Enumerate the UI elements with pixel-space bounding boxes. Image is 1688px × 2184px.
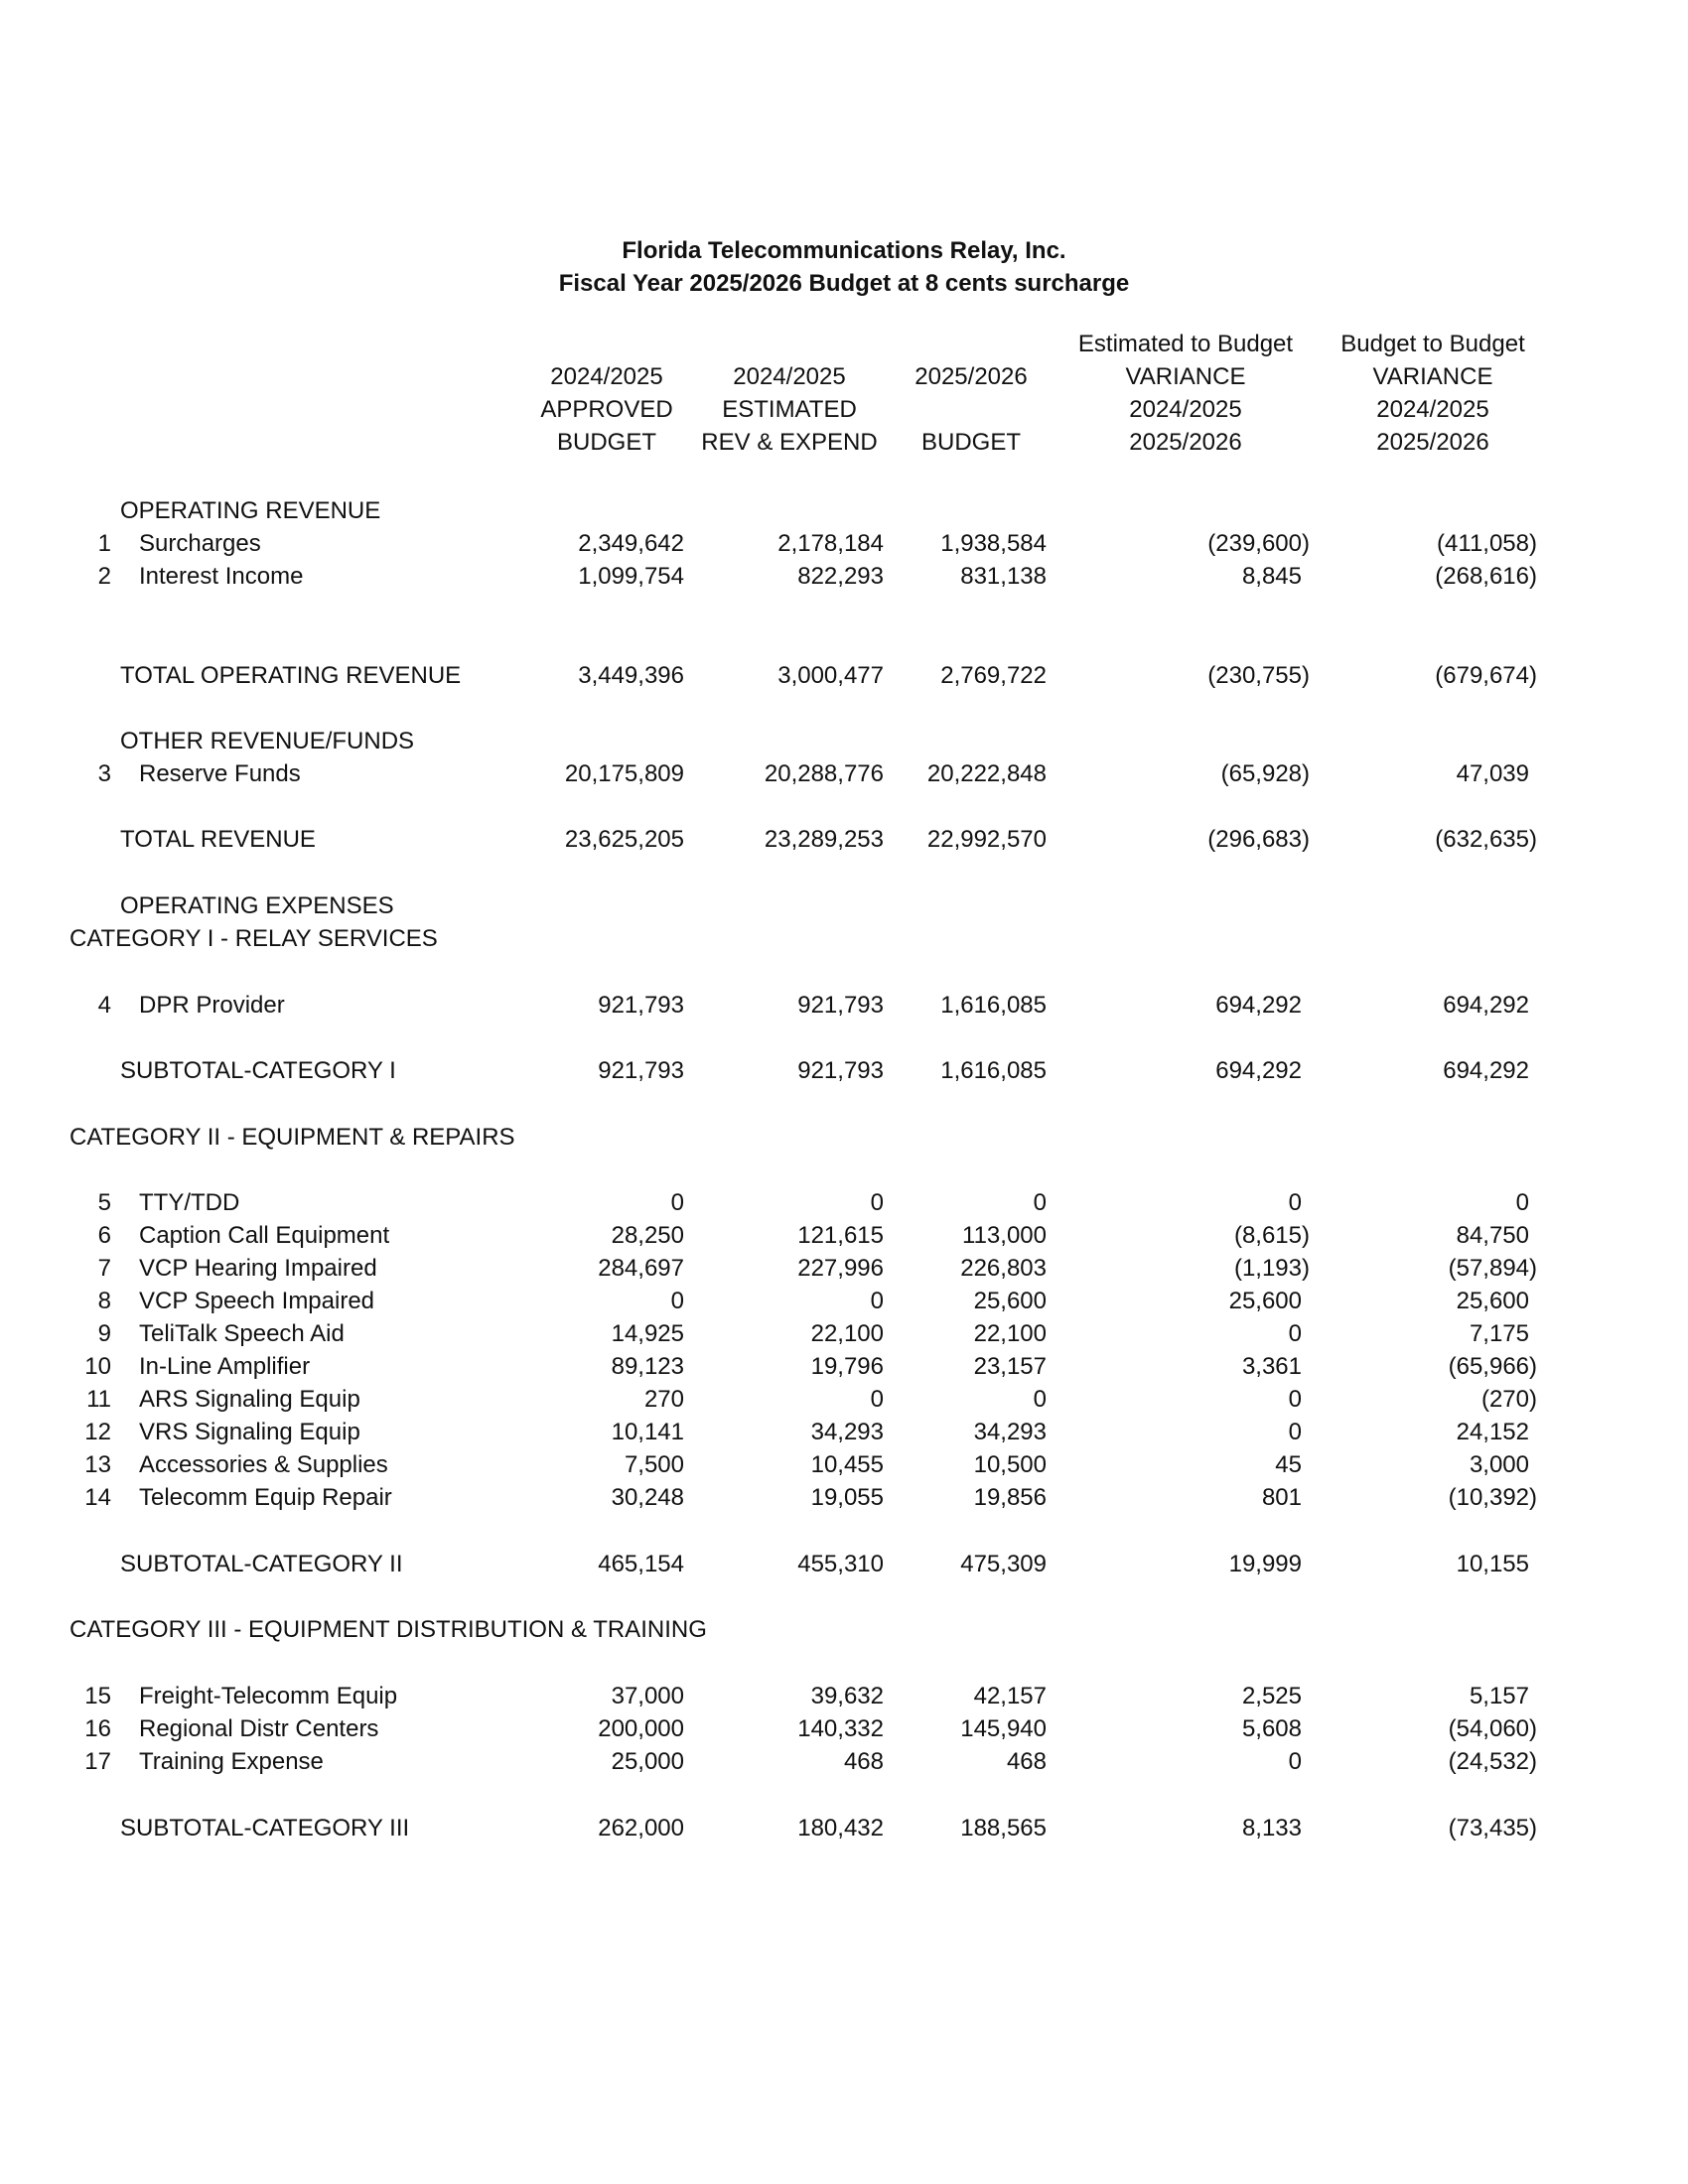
line-number: 9 — [97, 1320, 111, 1347]
cell-value: 2,349,642 — [578, 530, 684, 557]
cell-value: 188,565 — [960, 1815, 1047, 1842]
row-label: Telecomm Equip Repair — [139, 1484, 392, 1511]
cell-value: 475,309 — [960, 1551, 1047, 1577]
cell-value: 23,289,253 — [764, 826, 884, 853]
cell-value: 262,000 — [598, 1815, 684, 1842]
table-row — [0, 1482, 1688, 1514]
cell-value: 20,222,848 — [926, 760, 1047, 787]
line-number: 4 — [97, 992, 111, 1019]
cell-value: 23,625,205 — [564, 826, 684, 853]
line-number: 15 — [84, 1683, 111, 1709]
table-row — [0, 1713, 1688, 1745]
row-label: DPR Provider — [139, 992, 285, 1019]
cell-value: 227,996 — [797, 1255, 884, 1282]
cell-value: 0 — [870, 1288, 884, 1314]
cell-value: 0 — [1288, 1386, 1302, 1413]
cell-value: 20,288,776 — [764, 760, 884, 787]
cell-value: 140,332 — [797, 1715, 884, 1742]
cell-value: 19,796 — [810, 1353, 884, 1380]
cell-value: (54,060) — [1448, 1715, 1537, 1742]
row-label: ARS Signaling Equip — [139, 1386, 360, 1413]
cell-value: 24,152 — [1456, 1419, 1529, 1445]
cell-value: (73,435) — [1448, 1815, 1537, 1842]
line-number: 10 — [84, 1353, 111, 1380]
cell-value: 121,615 — [797, 1222, 884, 1249]
table-row — [0, 758, 1688, 790]
line-number: 1 — [97, 530, 111, 557]
row-label: TOTAL OPERATING REVENUE — [120, 662, 462, 689]
cell-value: 921,793 — [598, 1057, 684, 1084]
row-label: OTHER REVENUE/FUNDS — [120, 728, 415, 754]
category-header-row — [0, 1614, 1688, 1646]
cell-value: 113,000 — [962, 1222, 1047, 1249]
cell-value: 455,310 — [797, 1551, 884, 1577]
cell-value: 22,992,570 — [926, 826, 1047, 853]
cell-value: 465,154 — [598, 1551, 684, 1577]
cell-value: 0 — [1288, 1748, 1302, 1775]
cell-value: 3,000 — [1469, 1451, 1529, 1478]
table-row — [0, 1253, 1688, 1285]
section-row — [0, 726, 1688, 757]
section-row — [0, 495, 1688, 527]
line-number: 3 — [97, 760, 111, 787]
cell-value: 921,793 — [797, 1057, 884, 1084]
table-row — [0, 1681, 1688, 1712]
column-header-budget-variance: Budget to Budget VARIANCE 2024/2025 2025/2026 — [1340, 331, 1525, 456]
cell-value: 5,157 — [1469, 1683, 1529, 1709]
line-number: 7 — [97, 1255, 111, 1282]
row-label: Interest Income — [139, 563, 304, 590]
cell-value: (1,193) — [1233, 1255, 1310, 1282]
cell-value: 14,925 — [611, 1320, 684, 1347]
row-label: VCP Speech Impaired — [139, 1288, 375, 1314]
cell-value: 37,000 — [611, 1683, 684, 1709]
section-row — [0, 824, 1688, 856]
row-label: SUBTOTAL-CATEGORY I — [120, 1057, 396, 1084]
row-label: Accessories & Supplies — [139, 1451, 388, 1478]
cell-value: 694,292 — [1215, 1057, 1302, 1084]
row-label: CATEGORY II - EQUIPMENT & REPAIRS — [70, 1124, 515, 1151]
table-row — [0, 1220, 1688, 1252]
section-row — [0, 660, 1688, 692]
cell-value: 0 — [1288, 1419, 1302, 1445]
cell-value: 25,000 — [611, 1748, 684, 1775]
table-row — [0, 1746, 1688, 1778]
column-header-estimated: 2024/2025 ESTIMATED REV & EXPEND — [701, 363, 878, 456]
line-number: 6 — [97, 1222, 111, 1249]
cell-value: 694,292 — [1443, 992, 1529, 1019]
line-number: 17 — [84, 1748, 111, 1775]
cell-value: 0 — [670, 1288, 684, 1314]
cell-value: 10,500 — [973, 1451, 1047, 1478]
section-row — [0, 890, 1688, 922]
cell-value: 2,178,184 — [777, 530, 884, 557]
line-number: 13 — [84, 1451, 111, 1478]
section-row — [0, 1813, 1688, 1844]
cell-value: 0 — [870, 1189, 884, 1216]
cell-value: 23,157 — [973, 1353, 1047, 1380]
cell-value: 22,100 — [810, 1320, 884, 1347]
cell-value: 8,133 — [1241, 1815, 1302, 1842]
cell-value: (65,928) — [1220, 760, 1310, 787]
table-row — [0, 1449, 1688, 1481]
cell-value: 694,292 — [1215, 992, 1302, 1019]
row-label: Reserve Funds — [139, 760, 301, 787]
cell-value: 42,157 — [973, 1683, 1047, 1709]
column-header-budget: 2025/2026 BUDGET — [914, 363, 1028, 456]
cell-value: 921,793 — [797, 992, 884, 1019]
cell-value: 5,608 — [1241, 1715, 1302, 1742]
cell-value: 20,175,809 — [564, 760, 684, 787]
row-label: Caption Call Equipment — [139, 1222, 390, 1249]
title-line-2: Fiscal Year 2025/2026 Budget at 8 cents surcharge — [558, 270, 1130, 297]
cell-value: 30,248 — [611, 1484, 684, 1511]
row-label: TOTAL REVENUE — [120, 826, 316, 853]
line-number: 16 — [84, 1715, 111, 1742]
row-label: Regional Distr Centers — [139, 1715, 379, 1742]
cell-value: 3,000,477 — [777, 662, 884, 689]
cell-value: 10,155 — [1456, 1551, 1529, 1577]
cell-value: 10,455 — [810, 1451, 884, 1478]
cell-value: 180,432 — [797, 1815, 884, 1842]
cell-value: 1,616,085 — [940, 1057, 1047, 1084]
row-label: SUBTOTAL-CATEGORY II — [120, 1551, 403, 1577]
cell-value: (411,058) — [1437, 530, 1537, 557]
cell-value: 1,099,754 — [578, 563, 684, 590]
cell-value: 822,293 — [797, 563, 884, 590]
cell-value: 3,361 — [1241, 1353, 1302, 1380]
table-row — [0, 1351, 1688, 1383]
cell-value: (230,755) — [1207, 662, 1310, 689]
line-number: 14 — [84, 1484, 111, 1511]
cell-value: 0 — [1288, 1320, 1302, 1347]
cell-value: 25,600 — [1228, 1288, 1302, 1314]
cell-value: 3,449,396 — [578, 662, 684, 689]
section-row — [0, 1055, 1688, 1087]
cell-value: 226,803 — [960, 1255, 1047, 1282]
row-label: TTY/TDD — [139, 1189, 240, 1216]
cell-value: (8,615) — [1233, 1222, 1310, 1249]
cell-value: 468 — [843, 1748, 884, 1775]
cell-value: 45 — [1275, 1451, 1302, 1478]
column-header-estimated-variance: Estimated to Budget VARIANCE 2024/2025 2025/2026 — [1077, 331, 1294, 456]
cell-value: 145,940 — [960, 1715, 1047, 1742]
line-number: 2 — [97, 563, 111, 590]
cell-value: 0 — [1033, 1189, 1047, 1216]
cell-value: 0 — [1288, 1189, 1302, 1216]
cell-value: 34,293 — [973, 1419, 1047, 1445]
cell-value: (679,674) — [1435, 662, 1537, 689]
title-line-1: Florida Telecommunications Relay, Inc. — [622, 237, 1066, 264]
row-label: Training Expense — [139, 1748, 324, 1775]
cell-value: (24,532) — [1448, 1748, 1537, 1775]
column-header-approved-budget: 2024/2025 APPROVED BUDGET — [540, 363, 673, 456]
row-label: Freight-Telecomm Equip — [139, 1683, 398, 1709]
line-number: 12 — [84, 1419, 111, 1445]
row-label: OPERATING REVENUE — [120, 497, 381, 524]
cell-value: 1,616,085 — [940, 992, 1047, 1019]
cell-value: 19,055 — [810, 1484, 884, 1511]
table-row — [0, 1187, 1688, 1219]
row-label: OPERATING EXPENSES — [120, 892, 394, 919]
cell-value: 34,293 — [810, 1419, 884, 1445]
row-label: CATEGORY III - EQUIPMENT DISTRIBUTION & TRAINING — [70, 1616, 707, 1643]
section-row — [0, 1549, 1688, 1580]
row-label: CATEGORY I - RELAY SERVICES — [70, 925, 438, 952]
table-row — [0, 528, 1688, 560]
cell-value: 10,141 — [611, 1419, 684, 1445]
cell-value: 468 — [1006, 1748, 1047, 1775]
cell-value: 270 — [643, 1386, 684, 1413]
cell-value: 200,000 — [598, 1715, 684, 1742]
cell-value: 0 — [1033, 1386, 1047, 1413]
cell-value: 801 — [1261, 1484, 1302, 1511]
cell-value: 8,845 — [1241, 563, 1302, 590]
row-label: Surcharges — [139, 530, 261, 557]
cell-value: 7,175 — [1469, 1320, 1529, 1347]
cell-value: (268,616) — [1435, 563, 1537, 590]
cell-value: 0 — [670, 1189, 684, 1216]
cell-value: (296,683) — [1207, 826, 1310, 853]
line-number: 11 — [86, 1386, 111, 1413]
cell-value: 0 — [1515, 1189, 1529, 1216]
cell-value: (57,894) — [1448, 1255, 1537, 1282]
table-row — [0, 561, 1688, 593]
cell-value: 28,250 — [611, 1222, 684, 1249]
cell-value: (10,392) — [1448, 1484, 1537, 1511]
cell-value: 921,793 — [598, 992, 684, 1019]
cell-value: 22,100 — [973, 1320, 1047, 1347]
cell-value: 19,999 — [1228, 1551, 1302, 1577]
table-row — [0, 1384, 1688, 1416]
cell-value: (65,966) — [1448, 1353, 1537, 1380]
table-row — [0, 1318, 1688, 1350]
cell-value: 2,525 — [1241, 1683, 1302, 1709]
cell-value: 1,938,584 — [940, 530, 1047, 557]
row-label: In-Line Amplifier — [139, 1353, 311, 1380]
cell-value: 89,123 — [611, 1353, 684, 1380]
row-label: TeliTalk Speech Aid — [139, 1320, 345, 1347]
cell-value: 47,039 — [1456, 760, 1529, 787]
cell-value: 7,500 — [624, 1451, 684, 1478]
line-number: 8 — [97, 1288, 111, 1314]
category-header-row — [0, 1122, 1688, 1154]
cell-value: 694,292 — [1443, 1057, 1529, 1084]
cell-value: 284,697 — [598, 1255, 684, 1282]
table-row — [0, 990, 1688, 1022]
cell-value: (270) — [1480, 1386, 1537, 1413]
row-label: SUBTOTAL-CATEGORY III — [120, 1815, 410, 1842]
category-header-row — [0, 923, 1688, 955]
row-label: VCP Hearing Impaired — [139, 1255, 377, 1282]
cell-value: 84,750 — [1456, 1222, 1529, 1249]
table-row — [0, 1286, 1688, 1317]
cell-value: (632,635) — [1435, 826, 1537, 853]
line-number: 5 — [97, 1189, 111, 1216]
cell-value: 25,600 — [973, 1288, 1047, 1314]
cell-value: 2,769,722 — [940, 662, 1047, 689]
cell-value: 19,856 — [973, 1484, 1047, 1511]
row-label: VRS Signaling Equip — [139, 1419, 360, 1445]
cell-value: 39,632 — [810, 1683, 884, 1709]
cell-value: 25,600 — [1456, 1288, 1529, 1314]
cell-value: 831,138 — [960, 563, 1047, 590]
table-row — [0, 1417, 1688, 1448]
cell-value: (239,600) — [1207, 530, 1310, 557]
cell-value: 0 — [870, 1386, 884, 1413]
